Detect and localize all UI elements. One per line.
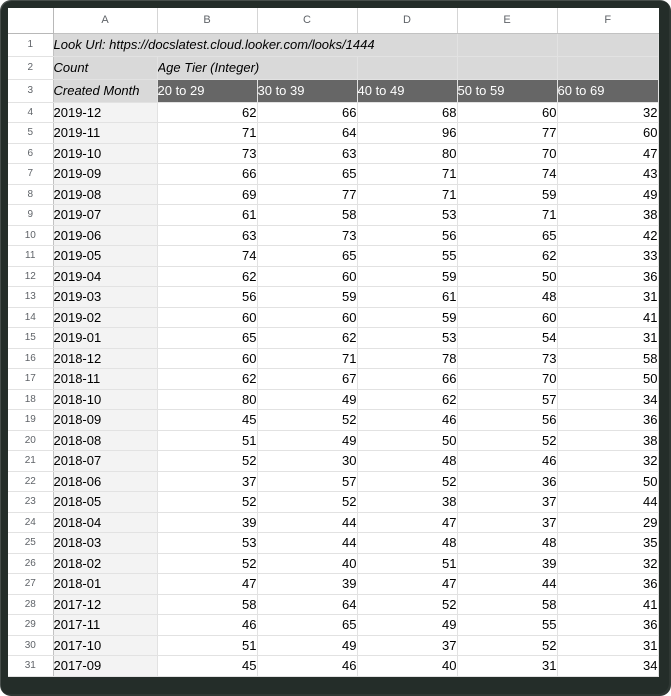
age-tier-label-cell[interactable]: Age Tier (Integer) (157, 56, 357, 79)
count-cell[interactable]: 51 (357, 553, 457, 574)
count-cell[interactable]: 39 (157, 512, 257, 533)
count-cell[interactable]: 80 (357, 143, 457, 164)
count-cell[interactable]: 38 (557, 430, 658, 451)
count-cell[interactable]: 46 (157, 615, 257, 636)
count-cell[interactable]: 55 (357, 246, 457, 267)
look-url-cell[interactable]: Look Url: https://docslatest.cloud.looker.com/looks/1444 (53, 33, 457, 56)
row-number[interactable]: 26 (8, 553, 53, 574)
row-number[interactable]: 10 (8, 225, 53, 246)
count-cell[interactable]: 73 (257, 225, 357, 246)
row-number[interactable]: 20 (8, 430, 53, 451)
count-cell[interactable]: 48 (357, 451, 457, 472)
created-month-cell[interactable]: 2017-10 (53, 635, 157, 656)
table-row (8, 492, 658, 513)
tier-header-row (8, 79, 658, 102)
row-number[interactable]: 17 (8, 369, 53, 390)
row-number[interactable]: 4 (8, 102, 53, 123)
created-month-cell[interactable]: 2018-02 (53, 553, 157, 574)
count-cell[interactable]: 69 (157, 184, 257, 205)
row-number[interactable]: 2 (8, 56, 53, 79)
created-month-cell[interactable]: 2019-04 (53, 266, 157, 287)
count-cell[interactable]: 63 (257, 143, 357, 164)
table-row (8, 328, 658, 349)
count-cell[interactable]: 38 (357, 492, 457, 513)
count-cell[interactable]: 65 (457, 225, 557, 246)
count-cell[interactable]: 57 (257, 471, 357, 492)
created-month-cell[interactable]: 2019-11 (53, 123, 157, 144)
count-cell[interactable]: 74 (457, 164, 557, 185)
row-number[interactable]: 1 (8, 33, 53, 56)
data-rows (8, 102, 658, 676)
table-row (8, 266, 658, 287)
count-cell[interactable]: 52 (157, 451, 257, 472)
row-number[interactable]: 21 (8, 451, 53, 472)
table-row (8, 102, 658, 123)
count-cell[interactable]: 41 (557, 307, 658, 328)
count-cell[interactable]: 50 (357, 430, 457, 451)
count-cell[interactable]: 70 (457, 369, 557, 390)
row-number[interactable]: 7 (8, 164, 53, 185)
count-cell[interactable]: 96 (357, 123, 457, 144)
created-month-cell[interactable]: 2019-05 (53, 246, 157, 267)
table-row (8, 164, 658, 185)
count-cell[interactable]: 55 (457, 615, 557, 636)
created-month-cell[interactable]: 2018-09 (53, 410, 157, 431)
count-cell[interactable]: 65 (157, 328, 257, 349)
count-cell[interactable]: 56 (457, 410, 557, 431)
select-all-corner[interactable] (8, 8, 53, 33)
count-cell[interactable]: 44 (557, 492, 658, 513)
column-header-row (8, 8, 658, 33)
count-cell[interactable]: 45 (157, 410, 257, 431)
count-cell[interactable]: 49 (257, 635, 357, 656)
count-cell[interactable]: 40 (357, 656, 457, 677)
count-cell[interactable]: 40 (257, 553, 357, 574)
count-cell[interactable]: 36 (457, 471, 557, 492)
count-cell[interactable]: 44 (457, 574, 557, 595)
measure-label-row (8, 56, 658, 79)
row-number[interactable]: 15 (8, 328, 53, 349)
count-cell[interactable]: 31 (557, 287, 658, 308)
count-cell[interactable]: 80 (157, 389, 257, 410)
table-row (8, 553, 658, 574)
tier-header-30-39[interactable]: 30 to 39 (257, 79, 357, 102)
created-month-cell[interactable]: 2017-12 (53, 594, 157, 615)
table-row (8, 246, 658, 267)
count-cell[interactable]: 67 (257, 369, 357, 390)
created-month-cell[interactable]: 2019-12 (53, 102, 157, 123)
count-cell[interactable]: 60 (157, 307, 257, 328)
count-cell[interactable]: 62 (257, 328, 357, 349)
row-number[interactable]: 11 (8, 246, 53, 267)
table-row (8, 123, 658, 144)
count-cell[interactable]: 60 (557, 123, 658, 144)
count-cell[interactable]: 41 (557, 594, 658, 615)
count-cell[interactable]: 29 (557, 512, 658, 533)
count-cell[interactable]: 47 (557, 143, 658, 164)
count-cell[interactable]: 46 (457, 451, 557, 472)
created-month-cell[interactable]: 2019-07 (53, 205, 157, 226)
created-month-cell[interactable]: 2018-08 (53, 430, 157, 451)
row-number[interactable]: 24 (8, 512, 53, 533)
created-month-cell[interactable]: 2018-05 (53, 492, 157, 513)
tier-header-50-59[interactable]: 50 to 59 (457, 79, 557, 102)
count-cell[interactable]: 52 (257, 410, 357, 431)
count-cell[interactable]: 71 (357, 184, 457, 205)
row-number[interactable]: 3 (8, 79, 53, 102)
count-cell[interactable]: 50 (557, 369, 658, 390)
row-number[interactable]: 6 (8, 143, 53, 164)
count-cell[interactable]: 48 (357, 533, 457, 554)
count-cell[interactable]: 36 (557, 574, 658, 595)
count-cell[interactable]: 31 (557, 328, 658, 349)
count-cell[interactable]: 58 (557, 348, 658, 369)
count-cell[interactable]: 71 (357, 164, 457, 185)
cell-e1[interactable] (457, 33, 557, 56)
count-cell[interactable]: 60 (457, 307, 557, 328)
count-cell[interactable]: 34 (557, 656, 658, 677)
tier-header-40-49[interactable]: 40 to 49 (357, 79, 457, 102)
created-month-cell[interactable]: 2019-10 (53, 143, 157, 164)
column-header-b[interactable]: B (157, 8, 257, 33)
count-cell[interactable]: 62 (357, 389, 457, 410)
count-cell[interactable]: 77 (257, 184, 357, 205)
table-row (8, 287, 658, 308)
count-cell[interactable]: 46 (257, 656, 357, 677)
count-cell[interactable]: 71 (457, 205, 557, 226)
row-number[interactable]: 31 (8, 656, 53, 677)
column-header-c[interactable]: C (257, 8, 357, 33)
created-month-cell[interactable]: 2018-07 (53, 451, 157, 472)
count-cell[interactable]: 59 (457, 184, 557, 205)
count-cell[interactable]: 50 (557, 471, 658, 492)
row-number[interactable]: 18 (8, 389, 53, 410)
created-month-cell[interactable]: 2017-11 (53, 615, 157, 636)
row-number[interactable]: 19 (8, 410, 53, 431)
count-cell[interactable]: 49 (357, 615, 457, 636)
table-row (8, 307, 658, 328)
count-cell[interactable]: 77 (457, 123, 557, 144)
table-row (8, 574, 658, 595)
table-row (8, 143, 658, 164)
count-cell[interactable]: 66 (357, 369, 457, 390)
cell-f1[interactable] (557, 33, 658, 56)
created-month-cell[interactable]: 2018-01 (53, 574, 157, 595)
count-cell[interactable]: 46 (357, 410, 457, 431)
count-cell[interactable]: 44 (257, 512, 357, 533)
column-header-e[interactable]: E (457, 8, 557, 33)
count-cell[interactable]: 37 (457, 512, 557, 533)
count-cell[interactable]: 49 (257, 430, 357, 451)
count-cell[interactable]: 36 (557, 615, 658, 636)
table-row (8, 615, 658, 636)
count-cell[interactable]: 36 (557, 266, 658, 287)
tier-header-60-69[interactable]: 60 to 69 (557, 79, 658, 102)
table-row (8, 656, 658, 677)
created-month-cell[interactable]: 2018-12 (53, 348, 157, 369)
count-cell[interactable]: 48 (457, 287, 557, 308)
count-cell[interactable]: 60 (257, 307, 357, 328)
count-cell[interactable]: 52 (457, 635, 557, 656)
count-cell[interactable]: 53 (357, 328, 457, 349)
count-cell[interactable]: 49 (557, 184, 658, 205)
table-row (8, 369, 658, 390)
row-number[interactable]: 27 (8, 574, 53, 595)
count-cell[interactable]: 32 (557, 553, 658, 574)
count-cell[interactable]: 60 (457, 102, 557, 123)
row-number[interactable]: 28 (8, 594, 53, 615)
table-row (8, 594, 658, 615)
row-number[interactable]: 8 (8, 184, 53, 205)
count-cell[interactable]: 68 (357, 102, 457, 123)
count-cell[interactable]: 71 (157, 123, 257, 144)
created-month-cell[interactable]: 2017-09 (53, 656, 157, 677)
count-cell[interactable]: 37 (457, 492, 557, 513)
count-cell[interactable]: 47 (357, 574, 457, 595)
count-cell[interactable]: 49 (257, 389, 357, 410)
row-number[interactable]: 9 (8, 205, 53, 226)
count-cell[interactable]: 43 (557, 164, 658, 185)
count-cell[interactable]: 66 (257, 102, 357, 123)
row-number[interactable]: 29 (8, 615, 53, 636)
count-cell[interactable]: 58 (457, 594, 557, 615)
count-cell[interactable]: 38 (557, 205, 658, 226)
count-cell[interactable]: 66 (157, 164, 257, 185)
count-cell[interactable]: 44 (257, 533, 357, 554)
count-cell[interactable]: 74 (157, 246, 257, 267)
count-cell[interactable]: 30 (257, 451, 357, 472)
row-number[interactable]: 23 (8, 492, 53, 513)
count-cell[interactable]: 51 (157, 635, 257, 656)
created-month-cell[interactable]: 2019-09 (53, 164, 157, 185)
row-number[interactable]: 22 (8, 471, 53, 492)
count-cell[interactable]: 52 (457, 430, 557, 451)
table-row (8, 471, 658, 492)
created-month-cell[interactable]: 2019-01 (53, 328, 157, 349)
row-number[interactable]: 13 (8, 287, 53, 308)
count-cell[interactable]: 58 (157, 594, 257, 615)
count-cell[interactable]: 62 (157, 369, 257, 390)
count-cell[interactable]: 31 (557, 635, 658, 656)
count-cell[interactable]: 64 (257, 123, 357, 144)
created-month-cell[interactable]: 2019-06 (53, 225, 157, 246)
count-cell[interactable]: 73 (457, 348, 557, 369)
row-number[interactable]: 5 (8, 123, 53, 144)
tier-header-20-29[interactable]: 20 to 29 (157, 79, 257, 102)
table-row (8, 184, 658, 205)
count-cell[interactable]: 78 (357, 348, 457, 369)
count-cell[interactable]: 56 (157, 287, 257, 308)
count-cell[interactable]: 64 (257, 594, 357, 615)
count-cell[interactable]: 62 (457, 246, 557, 267)
table-row (8, 348, 658, 369)
count-label-cell[interactable]: Count (53, 56, 157, 79)
column-header-d[interactable]: D (357, 8, 457, 33)
created-month-cell[interactable]: 2018-11 (53, 369, 157, 390)
count-cell[interactable]: 37 (157, 471, 257, 492)
count-cell[interactable]: 33 (557, 246, 658, 267)
count-cell[interactable]: 32 (557, 451, 658, 472)
count-cell[interactable]: 60 (157, 348, 257, 369)
table-row (8, 410, 658, 431)
count-cell[interactable]: 61 (357, 287, 457, 308)
created-month-cell[interactable]: 2019-03 (53, 287, 157, 308)
table-row (8, 512, 658, 533)
count-cell[interactable]: 52 (157, 492, 257, 513)
count-cell[interactable]: 65 (257, 615, 357, 636)
table-row (8, 451, 658, 472)
count-cell[interactable]: 70 (457, 143, 557, 164)
count-cell[interactable]: 71 (257, 348, 357, 369)
created-month-label-cell[interactable]: Created Month (53, 79, 157, 102)
count-cell[interactable]: 47 (157, 574, 257, 595)
count-cell[interactable]: 73 (157, 143, 257, 164)
count-cell[interactable]: 53 (357, 205, 457, 226)
count-cell[interactable]: 52 (357, 471, 457, 492)
count-cell[interactable]: 63 (157, 225, 257, 246)
table-row (8, 533, 658, 554)
row-number[interactable]: 30 (8, 635, 53, 656)
count-cell[interactable]: 52 (357, 594, 457, 615)
count-cell[interactable]: 60 (257, 266, 357, 287)
count-cell[interactable]: 42 (557, 225, 658, 246)
table-row (8, 205, 658, 226)
cell-e2[interactable] (457, 56, 557, 79)
count-cell[interactable]: 52 (157, 553, 257, 574)
count-cell[interactable]: 48 (457, 533, 557, 554)
count-cell[interactable]: 32 (557, 102, 658, 123)
count-cell[interactable]: 65 (257, 246, 357, 267)
count-cell[interactable]: 61 (157, 205, 257, 226)
count-cell[interactable]: 39 (457, 553, 557, 574)
count-cell[interactable]: 37 (357, 635, 457, 656)
table-row (8, 389, 658, 410)
count-cell[interactable]: 59 (357, 307, 457, 328)
table-row (8, 430, 658, 451)
table-row (8, 635, 658, 656)
count-cell[interactable]: 59 (257, 287, 357, 308)
count-cell[interactable]: 34 (557, 389, 658, 410)
created-month-cell[interactable]: 2019-02 (53, 307, 157, 328)
count-cell[interactable]: 50 (457, 266, 557, 287)
row-number[interactable]: 16 (8, 348, 53, 369)
count-cell[interactable]: 62 (157, 102, 257, 123)
count-cell[interactable]: 53 (157, 533, 257, 554)
count-cell[interactable]: 39 (257, 574, 357, 595)
column-header-a[interactable]: A (53, 8, 157, 33)
look-url-row (8, 33, 658, 56)
count-cell[interactable]: 57 (457, 389, 557, 410)
column-header-f[interactable]: F (557, 8, 658, 33)
count-cell[interactable]: 35 (557, 533, 658, 554)
row-number[interactable]: 12 (8, 266, 53, 287)
created-month-cell[interactable]: 2018-03 (53, 533, 157, 554)
row-number[interactable]: 14 (8, 307, 53, 328)
spreadsheet-grid (8, 8, 659, 677)
created-month-cell[interactable]: 2018-06 (53, 471, 157, 492)
count-cell[interactable]: 31 (457, 656, 557, 677)
count-cell[interactable]: 56 (357, 225, 457, 246)
cell-d2[interactable] (357, 56, 457, 79)
created-month-cell[interactable]: 2018-04 (53, 512, 157, 533)
count-cell[interactable]: 47 (357, 512, 457, 533)
count-cell[interactable]: 54 (457, 328, 557, 349)
created-month-cell[interactable]: 2018-10 (53, 389, 157, 410)
count-cell[interactable]: 36 (557, 410, 658, 431)
count-cell[interactable]: 45 (157, 656, 257, 677)
count-cell[interactable]: 51 (157, 430, 257, 451)
count-cell[interactable]: 65 (257, 164, 357, 185)
count-cell[interactable]: 58 (257, 205, 357, 226)
count-cell[interactable]: 59 (357, 266, 457, 287)
row-number[interactable]: 25 (8, 533, 53, 554)
cell-f2[interactable] (557, 56, 658, 79)
count-cell[interactable]: 62 (157, 266, 257, 287)
table-row (8, 225, 658, 246)
created-month-cell[interactable]: 2019-08 (53, 184, 157, 205)
count-cell[interactable]: 52 (257, 492, 357, 513)
